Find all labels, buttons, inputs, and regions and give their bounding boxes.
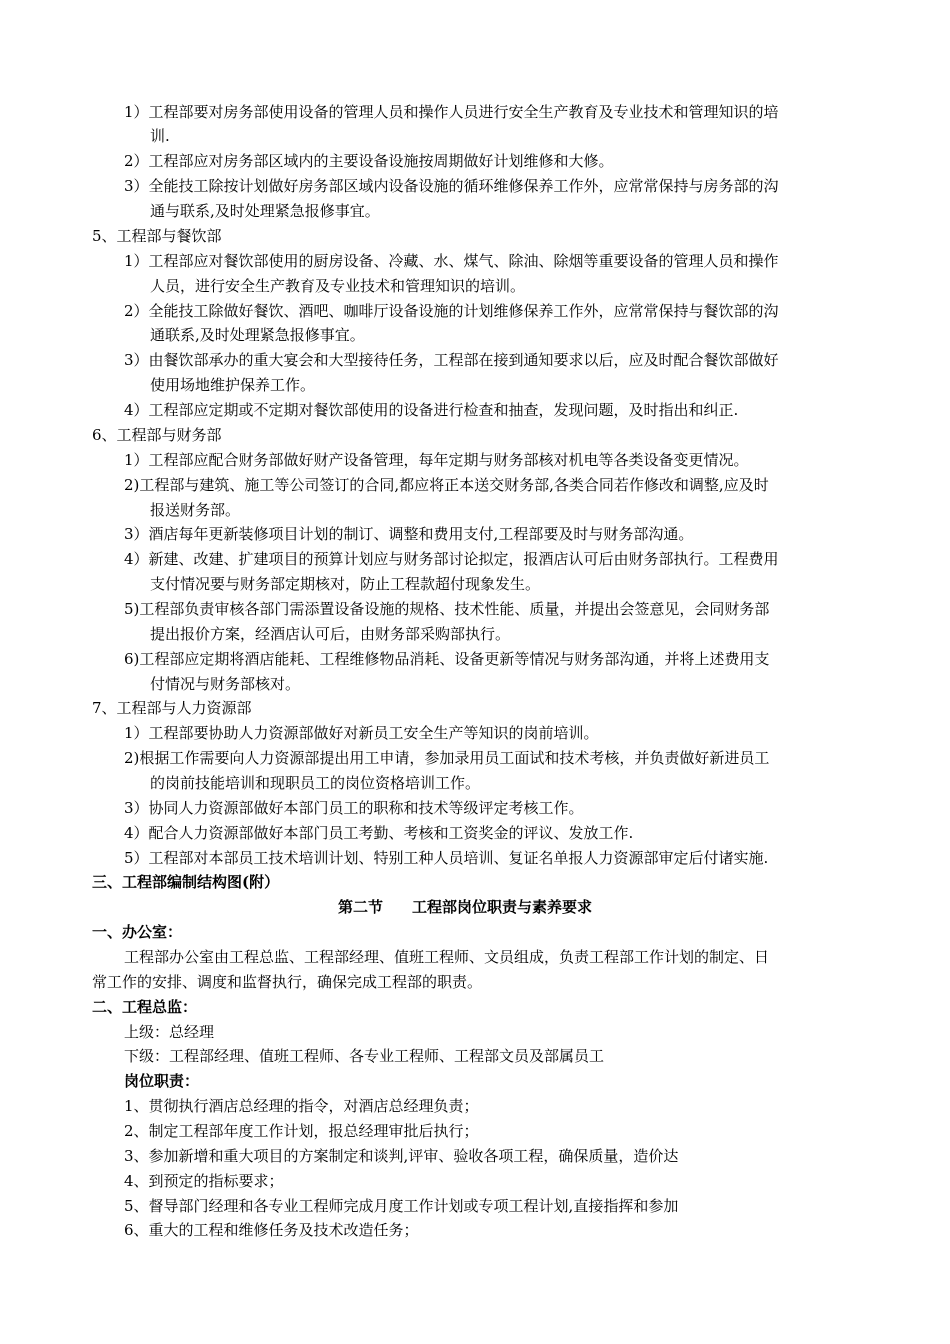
section-title: 第二节 [338,898,384,916]
item-line: 的岗前技能培训和现职员工的岗位资格培训工作。 [150,774,481,792]
item-line: 付情况与财务部核对。 [150,675,301,693]
item-line: 5）工程部对本部员工技术培训计划、特别工种人员培训、复证名单报人力资源部审定后付诸实施. [124,849,769,867]
subordinate-line: 下级：工程部经理、值班工程师、各专业工程师、工程部文员及部属员工 [124,1047,605,1065]
section-heading: 7、工程部与人力资源部 [92,699,252,717]
section-heading: 6、工程部与财务部 [92,426,222,444]
item-line: 通联系,及时处理紧急报修事宜。 [150,326,365,344]
item-line: 1）工程部要对房务部使用设备的管理人员和操作人员进行安全生产教育及专业技术和管理知识的培 [124,103,779,121]
item-line: 3）酒店每年更新装修项目计划的制订、调整和费用支付,工程部要及时与财务部沟通。 [124,525,694,543]
item-line: 5)工程部负责审核各部门需添置设备设施的规格、技术性能、质量，并提出会签意见，会同财务部 [124,600,770,618]
superior-line: 上级：总经理 [124,1023,215,1041]
item-line: 人员，进行安全生产教育及专业技术和管理知识的培训。 [150,277,526,295]
office-heading: 一、办公室： [92,923,183,941]
item-line: 2)根据工作需要向人力资源部提出用工申请，参加录用员工面试和技术考核，并负责做好新进员工 [124,749,770,767]
item-line: 4）新建、改建、扩建项目的预算计划应与财务部讨论拟定，报酒店认可后由财务部执行。工程费用 [124,550,779,568]
item-line: 1）工程部应配合财务部做好财产设备管理，每年定期与财务部核对机电等各类设备变更情况。 [124,451,749,469]
item-line: 3）全能技工除按计划做好房务部区域内设备设施的循环维修保养工作外，应常常保持与房务部的沟 [124,177,779,195]
item-line: 支付情况要与财务部定期核对，防止工程款超付现象发生。 [150,575,541,593]
item-line: 3）协同人力资源部做好本部门员工的职称和技术等级评定考核工作。 [124,799,584,817]
item-line: 使用场地维护保养工作。 [150,376,316,394]
item-line: 2）工程部应对房务部区域内的主要设备设施按周期做好计划维修和大修。 [124,152,614,170]
item-line: 训. [150,127,170,145]
section-subtitle: 工程部岗位职责与素养要求 [412,898,593,916]
duty-item: 3、参加新增和重大项目的方案制定和谈判,评审、验收各项工程，确保质量，造价达 [124,1147,679,1165]
item-line: 1）工程部要协助人力资源部做好对新员工安全生产等知识的岗前培训。 [124,724,599,742]
duty-item: 6、重大的工程和维修任务及技术改造任务； [124,1221,419,1239]
item-line: 1）工程部应对餐饮部使用的厨房设备、冷藏、水、煤气、除油、除烟等重要设备的管理人员和操作 [124,252,779,270]
item-line: 4）工程部应定期或不定期对餐饮部使用的设备进行检查和抽查，发现问题，及时指出和纠正. [124,401,739,419]
office-line: 常工作的安排、调度和监督执行，确保完成工程部的职责。 [92,973,483,991]
director-heading: 二、工程总监： [92,998,198,1016]
item-line: 4）配合人力资源部做好本部门员工考勤、考核和工资奖金的评议、发放工作. [124,824,634,842]
section-heading: 5、工程部与餐饮部 [92,227,222,245]
duty-item: 4、到预定的指标要求； [124,1172,284,1190]
item-line: 2）全能技工除做好餐饮、酒吧、咖啡厅设备设施的计划维修保养工作外，应常常保持与餐饮部的沟 [124,302,779,320]
duty-item: 1、贯彻执行酒店总经理的指令，对酒店总经理负责； [124,1097,479,1115]
item-line: 报送财务部。 [150,501,241,519]
item-line: 6)工程部应定期将酒店能耗、工程维修物品消耗、设备更新等情况与财务部沟通，并将上述费用支 [124,650,770,668]
office-line: 工程部办公室由工程总监、工程部经理、值班工程师、文员组成，负责工程部工作计划的制定、日 [124,948,770,966]
duties-heading: 岗位职责： [124,1072,200,1090]
item-line: 提出报价方案，经酒店认可后，由财务部采购部执行。 [150,625,511,643]
item-line: 通与联系,及时处理紧急报修事宜。 [150,202,380,220]
part-heading: 三、工程部编制结构图(附） [92,873,280,891]
duty-item: 5、督导部门经理和各专业工程师完成月度工作计划或专项工程计划,直接指挥和参加 [124,1197,679,1215]
duty-item: 2、制定工程部年度工作计划，报总经理审批后执行； [124,1122,479,1140]
item-line: 2)工程部与建筑、施工等公司签订的合同,都应将正本送交财务部,各类合同若作修改和调整,应及时 [124,476,769,494]
item-line: 3）由餐饮部承办的重大宴会和大型接待任务，工程部在接到通知要求以后，应及时配合餐饮部做好 [124,351,779,369]
